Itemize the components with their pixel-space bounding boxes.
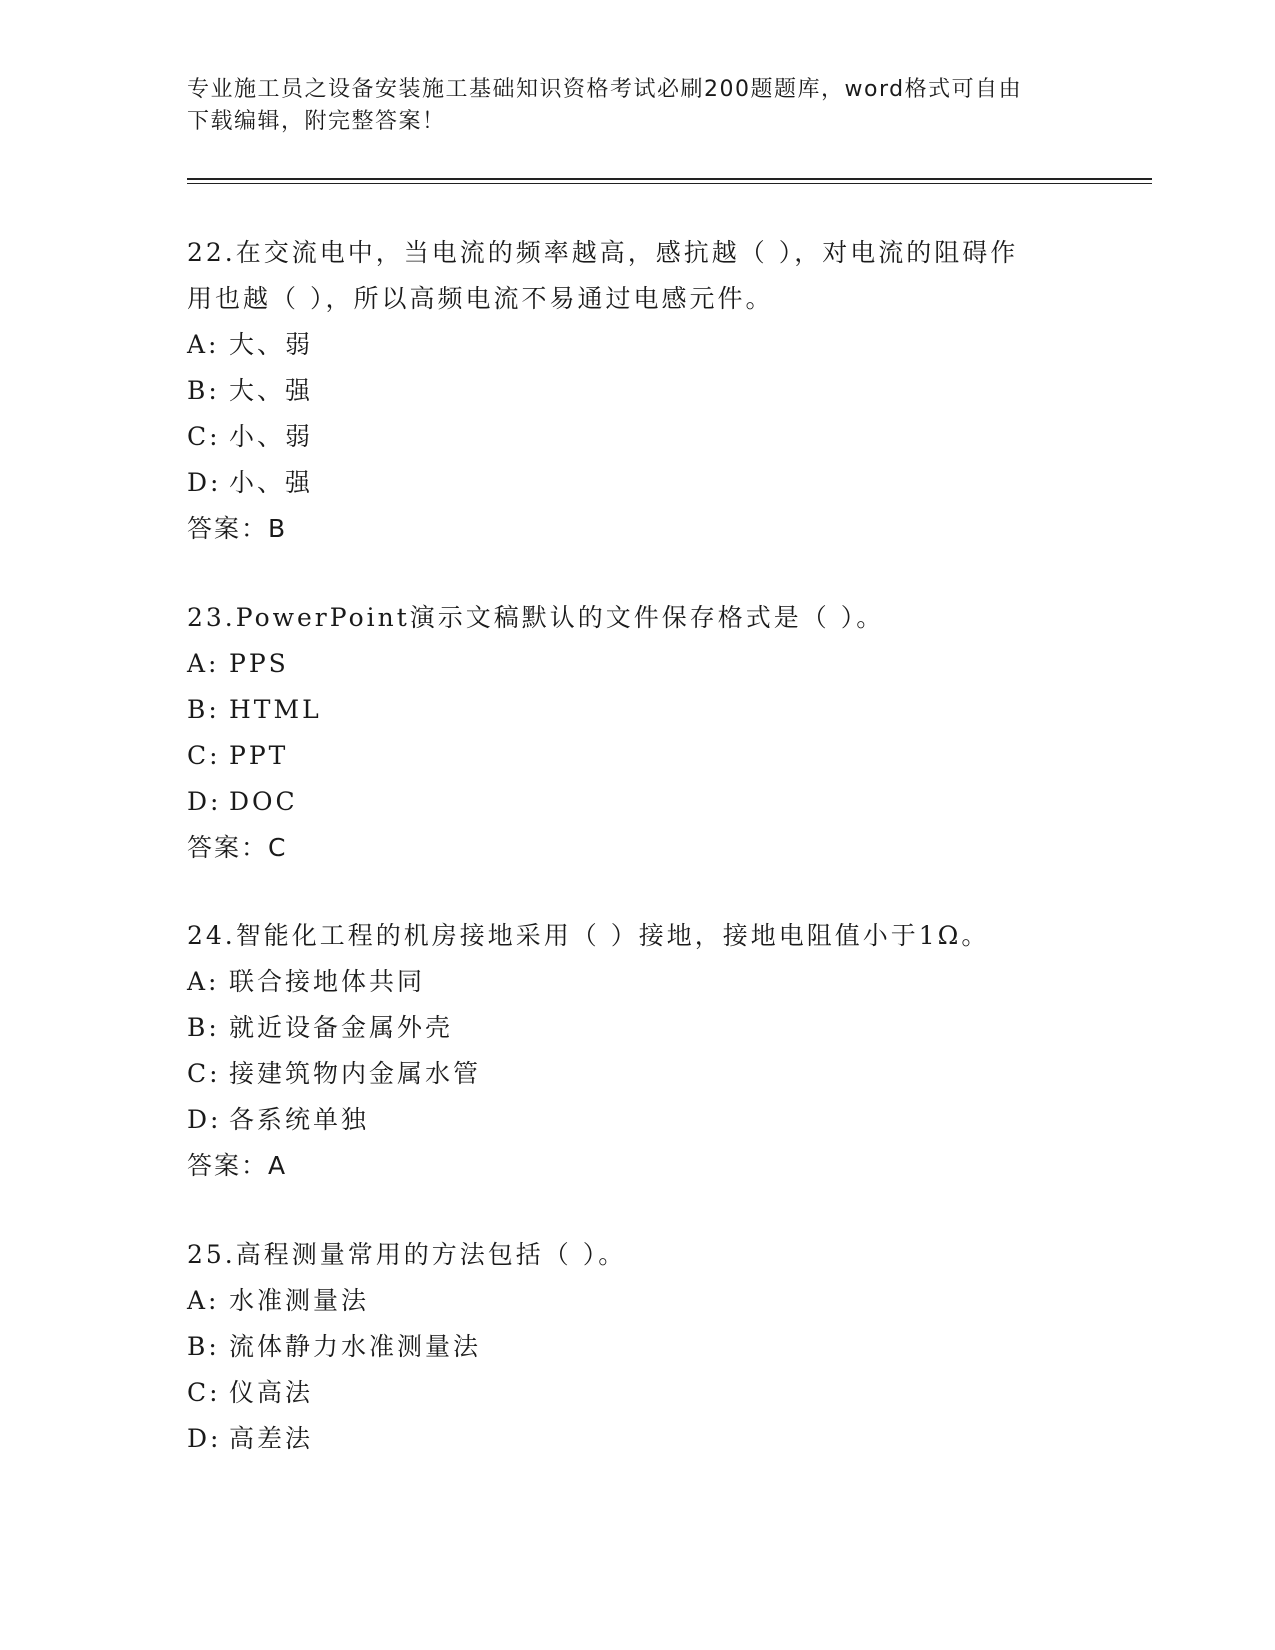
option-letter: B: — [187, 695, 220, 724]
option-letter: A: — [187, 649, 220, 678]
option-letter: A: — [187, 967, 220, 996]
question-text — [187, 230, 1087, 322]
option-d — [187, 460, 1087, 506]
question-line: 22.在交流电中，当电流的频率越高，感抗越（ ），对电流的阻碍作 — [187, 238, 1019, 267]
option-letter: C: — [187, 422, 221, 451]
header-line-1: 专业施工员之设备安装施工基础知识资格考试必刷200题题库，word格式可自由 — [187, 77, 1023, 102]
question-line: 24.智能化工程的机房接地采用（ ）接地，接地电阻值小于1Ω。 — [187, 921, 990, 950]
option-text: 高差法 — [229, 1424, 314, 1453]
question-24 — [187, 913, 1087, 1189]
option-text: 大、弱 — [229, 330, 314, 359]
option-text: 各系统单独 — [229, 1105, 370, 1134]
option-c — [187, 1370, 1087, 1416]
option-letter: D: — [187, 1424, 222, 1453]
option-text: 仪高法 — [229, 1378, 314, 1407]
option-text: 小、弱 — [229, 422, 314, 451]
option-text: 就近设备金属外壳 — [229, 1013, 454, 1042]
option-text: 大、强 — [229, 376, 314, 405]
option-b — [187, 687, 1087, 733]
header-line-2: 下载编辑，附完整答案！ — [187, 109, 446, 134]
question-line: 23.PowerPoint演示文稿默认的文件保存格式是（ ）。 — [187, 603, 885, 632]
option-text: HTML — [229, 695, 322, 724]
answer-label: 答案：B — [187, 514, 288, 543]
option-letter: A: — [187, 1286, 220, 1315]
option-text: 水准测量法 — [229, 1286, 370, 1315]
option-text: 小、强 — [229, 468, 314, 497]
option-d — [187, 779, 1087, 825]
question-line: 用也越（ ），所以高频电流不易通过电感元件。 — [187, 284, 774, 313]
option-c — [187, 1051, 1087, 1097]
option-letter: B: — [187, 1332, 220, 1361]
option-letter: D: — [187, 1105, 222, 1134]
answer-label: 答案：C — [187, 833, 288, 862]
option-text: 流体静力水准测量法 — [229, 1332, 482, 1361]
option-text: PPS — [229, 649, 289, 678]
option-text: 联合接地体共同 — [229, 967, 426, 996]
option-text: DOC — [229, 787, 298, 816]
option-letter: C: — [187, 741, 221, 770]
option-a — [187, 1278, 1087, 1324]
question-text — [187, 913, 1087, 959]
header-divider-thick — [187, 178, 1152, 180]
question-text — [187, 1232, 1087, 1278]
option-letter: A: — [187, 330, 220, 359]
option-letter: B: — [187, 376, 220, 405]
question-line: 25.高程测量常用的方法包括（ ）。 — [187, 1240, 627, 1269]
question-text — [187, 595, 1087, 641]
option-a — [187, 641, 1087, 687]
option-text: PPT — [229, 741, 289, 770]
option-text: 接建筑物内金属水管 — [229, 1059, 482, 1088]
option-b — [187, 1324, 1087, 1370]
option-letter: D: — [187, 468, 222, 497]
option-letter: C: — [187, 1378, 221, 1407]
header-divider-thin — [187, 183, 1152, 184]
option-d — [187, 1416, 1087, 1462]
option-letter: C: — [187, 1059, 221, 1088]
option-letter: B: — [187, 1013, 220, 1042]
option-c — [187, 414, 1087, 460]
document-header — [187, 74, 1067, 138]
option-b — [187, 1005, 1087, 1051]
option-d — [187, 1097, 1087, 1143]
question-23 — [187, 595, 1087, 871]
option-b — [187, 368, 1087, 414]
answer-label: 答案：A — [187, 1151, 288, 1180]
option-c — [187, 733, 1087, 779]
option-a — [187, 322, 1087, 368]
option-a — [187, 959, 1087, 1005]
question-22 — [187, 230, 1087, 552]
question-25 — [187, 1232, 1087, 1462]
option-letter: D: — [187, 787, 222, 816]
